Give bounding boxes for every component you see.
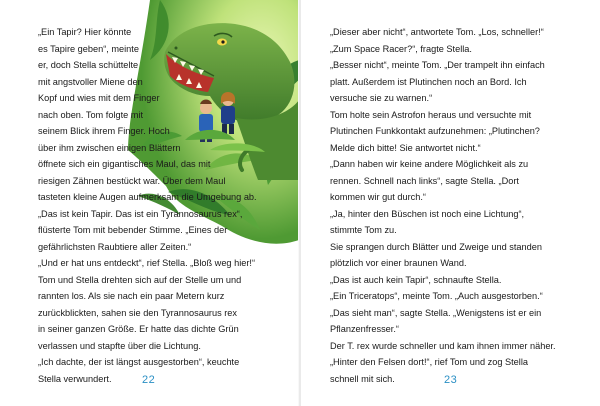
text-line: stimmte Tom zu. — [330, 225, 397, 235]
text-line: mit angstvoller Miene den — [38, 76, 143, 87]
text-line: tasteten kleine Augen aufmerksam die Umgebung ab. — [38, 192, 257, 202]
text-line: „Das ist kein Tapir. Das ist ein Tyrannosaurus rex“, — [38, 208, 243, 219]
text-line: „Besser nicht“, meinte Tom. „Der trampelt ihn einfach — [330, 60, 545, 70]
text-line: zurückblickten, sahen sie den Tyrannosaurus rex — [38, 307, 238, 318]
text-line: verlassen und stapfte über die Lichtung. — [38, 340, 201, 351]
text-line: Der T. rex wurde schneller und kam ihnen immer näher. — [330, 340, 556, 351]
text-line: „Zum Space Racer?“, fragte Stella. — [330, 43, 472, 54]
text-line: plötzlich vor einer braunen Wand. — [330, 258, 467, 268]
text-line: platt. Außerdem ist Plutinchen noch an Bord. Ich — [330, 76, 527, 87]
text-line: „Hinter den Felsen dort!“, rief Tom und zog Stella — [330, 357, 528, 367]
text-line: „Dann haben wir keine andere Möglichkeit als zu — [330, 159, 529, 169]
text-line: „Und er hat uns entdeckt“, rief Stella. „Bloß weg hier!“ — [38, 258, 256, 268]
page-number-right: 23 — [444, 374, 458, 386]
text-line: nach oben. Tom folgte mit — [38, 109, 144, 120]
text-line: seinem Blick ihrem Finger. Hoch — [38, 126, 170, 136]
text-line: öffnete sich ein gigantisches Maul, das mit — [38, 159, 211, 169]
text-line: Kopf und wies mit dem Finger — [38, 93, 160, 103]
text-line: „Ich dachte, der ist längst ausgestorben“, keuchte — [38, 357, 240, 367]
text-line: Tom holte sein Astrofon heraus und versuchte mit — [330, 109, 532, 120]
text-line: über ihm zwischen einigen Blättern — [38, 142, 181, 153]
text-line: „Dieser aber nicht“, antwortete Tom. „Los, schneller!“ — [330, 27, 544, 37]
text-line: rennen. Schnell nach links“, sagte Stella. „Dort — [330, 175, 519, 186]
text-line: kommen wir gut durch.“ — [330, 192, 426, 202]
text-line: rannten los. Als sie nach ein paar Metern kurz — [38, 291, 225, 301]
text-line: „Das ist auch kein Tapir“, schnaufte Stella. — [330, 274, 502, 285]
text-line: „Das sieht man“, sagte Stella. „Wenigstens ist er ein — [330, 307, 542, 318]
text-line: riesigen Zähnen bestückt war. Über dem Maul — [38, 175, 226, 186]
text-line: versuche sie zu warnen.“ — [330, 93, 433, 103]
text-line: Tom und Stella drehten sich auf der Stelle um und — [38, 274, 242, 285]
left-page — [0, 0, 299, 406]
text-line: Sie sprangen durch Blätter und Zweige und standen — [330, 241, 542, 252]
text-line: „Ja, hinter den Büschen ist noch eine Lichtung“, — [330, 208, 525, 219]
text-line: Stella verwundert. — [38, 373, 112, 384]
text-line: Melde dich bitte! Sie antwortet nicht.“ — [330, 142, 481, 153]
right-page — [301, 0, 600, 406]
text-line: schnell mit sich. — [330, 373, 395, 384]
text-line: „Ein Triceratops“, meinte Tom. „Auch ausgestorben.“ — [330, 291, 543, 301]
page-number-left: 22 — [142, 374, 156, 386]
text-line: „Ein Tapir? Hier könnte — [38, 27, 132, 37]
text-line: er, doch Stella schüttelte — [38, 60, 139, 70]
text-line: Plutinchen Funkkontakt aufzunehmen: „Plutinchen? — [330, 126, 540, 136]
text-line: Pflanzenfresser.“ — [330, 324, 399, 334]
text-line: flüsterte Tom mit bebender Stimme. „Eines der — [38, 225, 228, 235]
text-line: es Tapire geben“, meinte — [38, 43, 139, 54]
text-line: in seiner ganzen Größe. Er hatte das dichte Grün — [38, 324, 239, 334]
text-line: gefährlichsten Raubtiere aller Zeiten.“ — [38, 241, 192, 252]
